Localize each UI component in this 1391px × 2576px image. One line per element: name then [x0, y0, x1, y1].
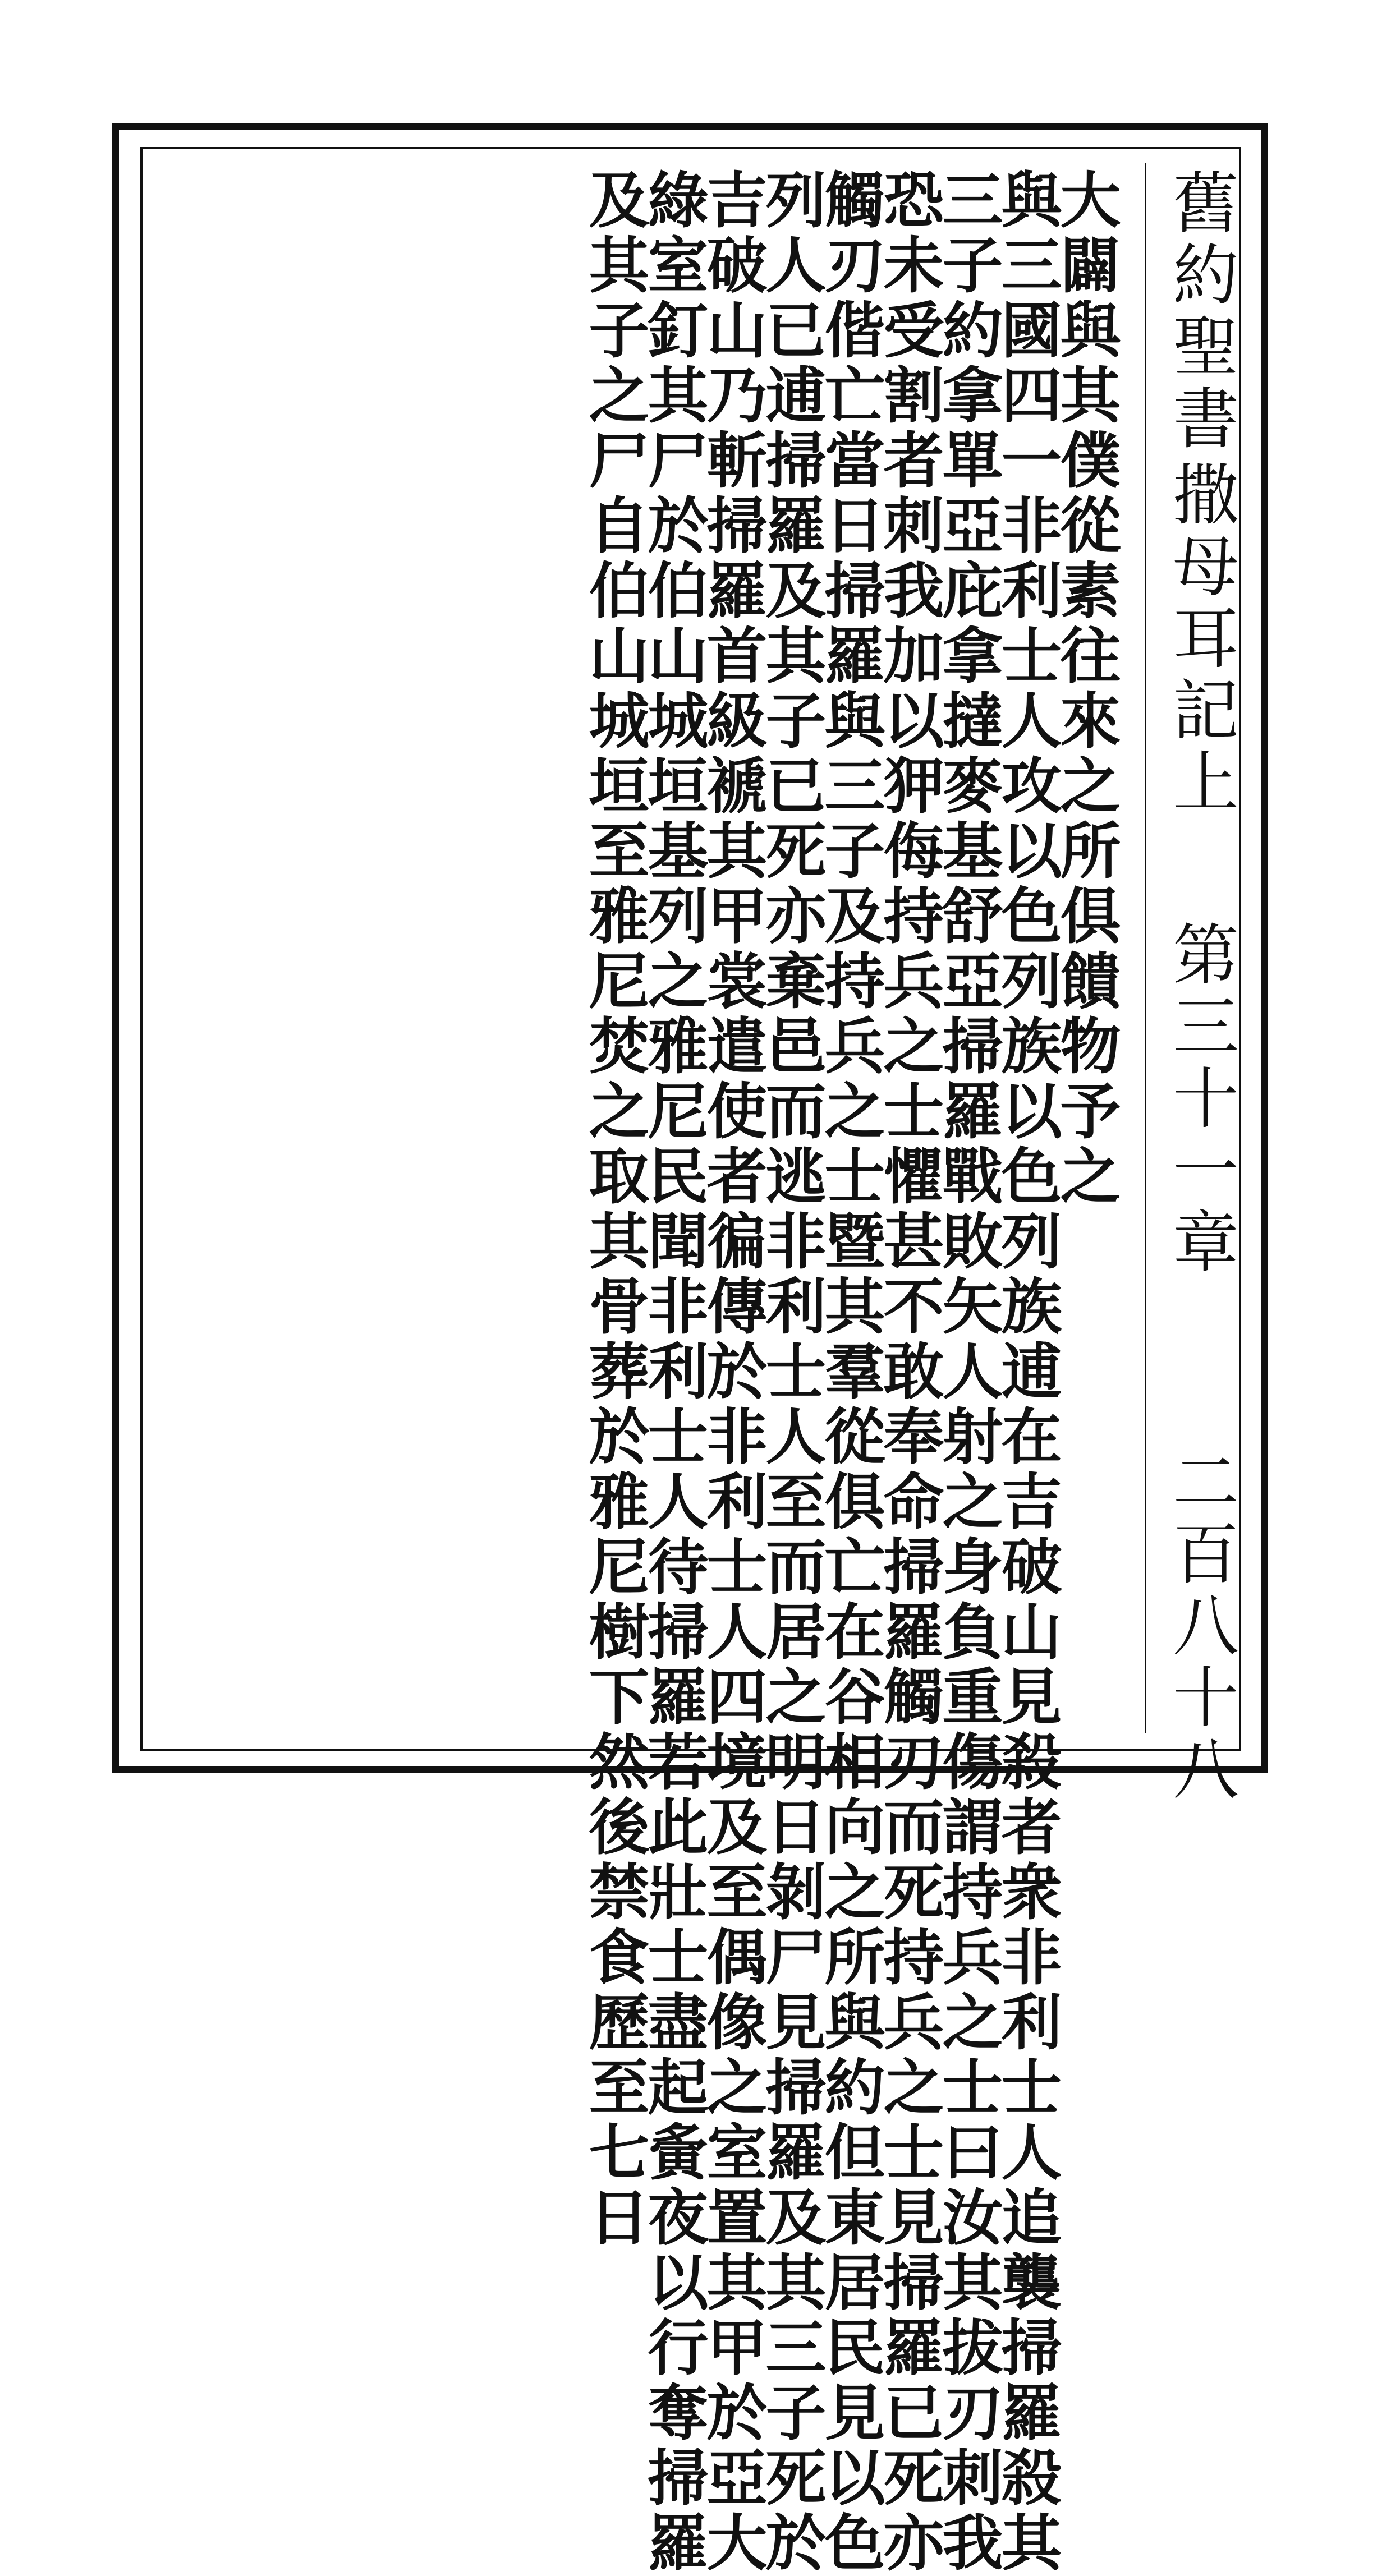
book-title: 舊約聖書 [1162, 168, 1239, 456]
text-column: 大闢與其僕從素往來之所俱饋物予之 [1050, 168, 1121, 1209]
text-column: 三子約拿單亞庇拿撻麥基舒亞掃羅戰敗矢人射之身負重傷謂持兵之士曰汝其拔刃刺我 [932, 168, 1003, 2576]
body-text [579, 168, 1122, 2576]
text-column: 觸刃偕亡當日掃羅與三子及持兵之士暨其羣從俱亡在谷相向之所與約但東居民見以色 [814, 168, 885, 2576]
text-column: 及其子之尸自伯山城垣至雅尼焚之取其骨葬於雅尼樹下然後禁食歷至七日 [579, 168, 649, 2251]
text-column: 恐未受割者刺我加以狎侮持兵之士懼甚不敢奉命掃羅觸刃而死持兵之士見掃羅已死亦 [873, 168, 944, 2576]
text-column: 與三國四一非利士人攻以色列族以色列族逋在吉破山見殺者衆非利士人追襲掃羅殺其 [991, 168, 1062, 2576]
text-column: 列人已逋掃羅及其子已死亦棄邑而逃非利士人至而居之明日剝尸見掃羅及其三子死於 [755, 168, 826, 2576]
book-section: 撒母耳記上 [1162, 460, 1239, 819]
text-column: 綠室釘其尸於伯山城垣基列之雅尼民聞非利士人待掃羅若此壯士盡起夤夜以行奪掃羅 [637, 168, 708, 2576]
page-number: 二百八十八 [1162, 1447, 1239, 1806]
chapter-heading: 第三十一章 [1162, 920, 1239, 1279]
text-column: 吉破山乃斬掃羅首級褫其甲裳遣使者徧傳於非利士人四境及至偶像之室置其甲於亞大 [696, 168, 767, 2576]
